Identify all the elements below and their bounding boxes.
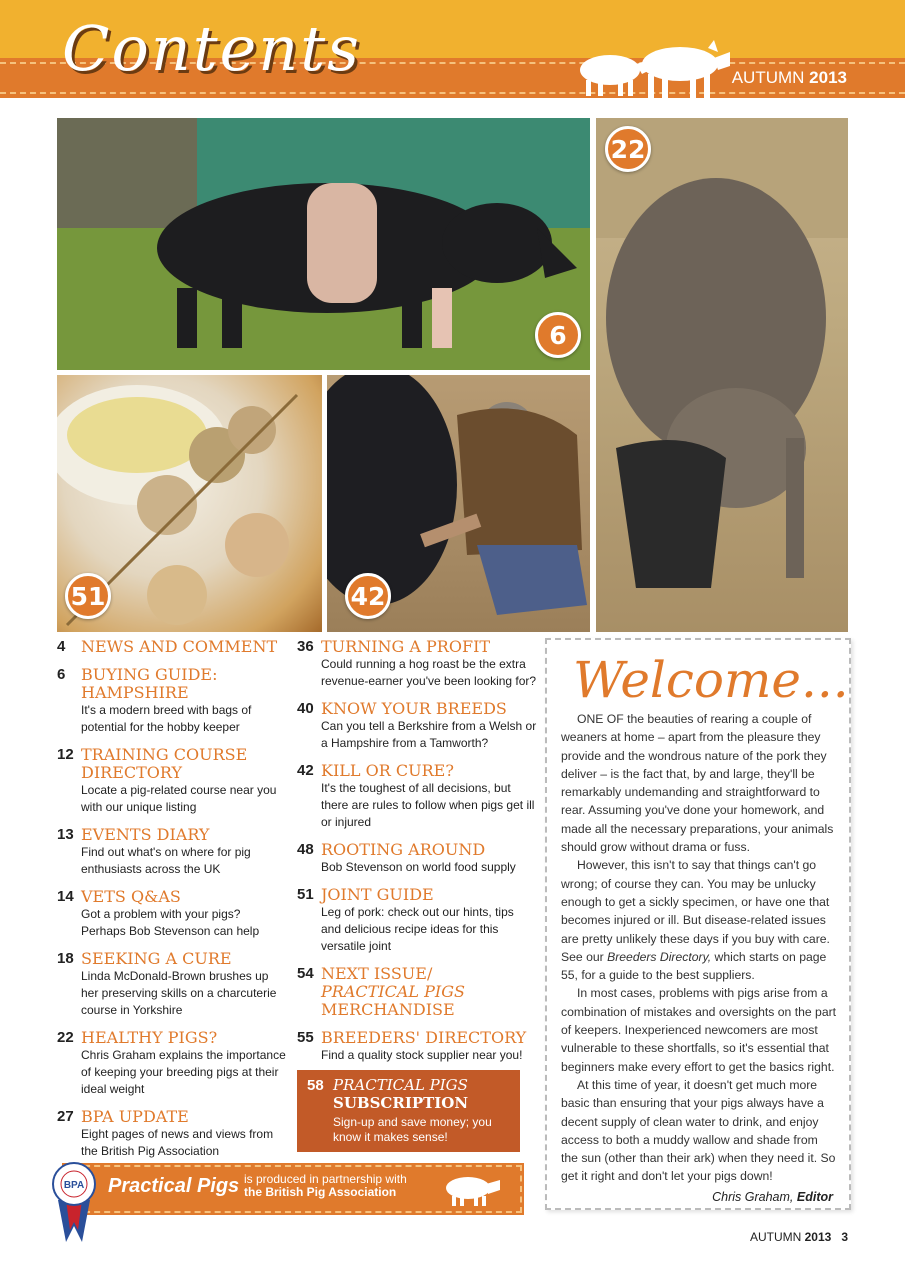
contents-item[interactable] <box>57 666 287 736</box>
page-number: 12 <box>57 746 74 763</box>
item-title[interactable]: KNOW YOUR BREEDS <box>321 699 507 718</box>
man-with-pig-photo <box>327 375 590 632</box>
welcome-paragraph: At this time of year, it doesn't get much more basic than ensuring that your pigs always have a decent supply of clean water to drink, and enjoy access to both a muddy wallow and shade from the sun (other than their ark) when they need it. So get it right and don't let your pigs down! <box>561 1077 836 1184</box>
issue-date: AUTUMN 2013 <box>731 68 847 87</box>
item-title[interactable]: JOINT GUIDE <box>321 885 434 904</box>
contents-item[interactable] <box>297 762 537 831</box>
item-title[interactable]: VETS Q&AS <box>81 887 181 906</box>
item-title[interactable]: NEWS AND COMMENT <box>81 637 278 656</box>
page-number: 27 <box>57 1108 74 1125</box>
welcome-paragraph: ONE OF the beauties of rearing a couple of weaners at home – apart from the pleasure they provide and the wondrous nature of the pork they deliver – is the fact that, by and large, they'll be remarkably undemanding and straightforward to rear. Assuming you've done your homework, and made all the necessary preparations, your animals should grow without drama or fuss. <box>561 712 834 855</box>
page-number: 4 <box>57 638 66 655</box>
welcome-heading: Welcome... <box>573 651 849 709</box>
bpa-logo-text: BPA <box>63 1180 85 1191</box>
folio-page-number: 3 <box>841 1230 848 1244</box>
page-badge-42[interactable]: 42 <box>345 573 391 619</box>
page-number: 54 <box>297 965 314 982</box>
contents-item[interactable] <box>297 886 537 955</box>
contents-item[interactable] <box>57 1029 287 1098</box>
page-number: 22 <box>57 1029 74 1046</box>
item-description: Eight pages of news and views from the British Pig Association <box>81 1127 274 1158</box>
contents-item[interactable] <box>57 1108 287 1160</box>
page-number: 13 <box>57 826 74 843</box>
hampshire-pig-illustration <box>57 118 590 370</box>
welcome-text: However, this isn't to say that things can't go wrong; of course they can. You may be unlucky enough to get a sickly specimen, or have one that becomes injured or ill. But disease-related issues are pretty unlikely these days if you buy with care. See our <box>561 858 830 964</box>
page-number: 36 <box>297 638 314 655</box>
subscription-description: Sign-up and save money; you know it makes sense! <box>333 1115 492 1144</box>
contents-item[interactable] <box>57 888 287 940</box>
page-number: 18 <box>57 950 74 967</box>
item-title[interactable]: BUYING GUIDE: HAMPSHIRE <box>81 665 218 702</box>
contents-item[interactable] <box>57 826 287 878</box>
subscription-title: PRACTICAL PIGS <box>333 1076 468 1094</box>
item-description: Got a problem with your pigs? Perhaps Bob Stevenson can help <box>81 907 260 938</box>
item-title[interactable]: BPA UPDATE <box>81 1107 189 1126</box>
editor-role: Editor <box>796 1189 833 1204</box>
page-badge-51[interactable]: 51 <box>65 573 111 619</box>
item-title[interactable]: SEEKING A CURE <box>81 949 232 968</box>
pig-bucket-illustration <box>596 118 848 632</box>
item-title[interactable]: TURNING A PROFIT <box>321 637 491 656</box>
editor-name: Chris Graham, <box>712 1189 794 1204</box>
item-title-part: NEXT ISSUE/ <box>321 964 433 983</box>
welcome-paragraph <box>561 856 837 984</box>
partner-text-line: is produced in partnership with <box>244 1172 407 1186</box>
item-description: Could running a hog roast be the extra revenue-earner you've been looking for? <box>321 657 537 688</box>
subscription-subtitle: SUBSCRIPTION <box>333 1094 469 1112</box>
page-number: 6 <box>57 666 66 683</box>
contents-item[interactable] <box>297 1029 537 1064</box>
pork-skewer-photo <box>57 375 322 632</box>
page-number: 58 <box>307 1077 324 1094</box>
contents-item[interactable] <box>297 638 537 690</box>
item-title[interactable]: ROOTING AROUND <box>321 840 486 859</box>
welcome-text: which starts on page 55, for a guide to the best suppliers. <box>561 949 827 983</box>
item-description: It's the toughest of all decisions, but there are rules to follow when pigs get ill or injured <box>321 781 535 829</box>
contents-item[interactable] <box>297 841 537 876</box>
page-number: 42 <box>297 762 314 779</box>
item-description: Leg of pork: check out our hints, tips and delicious recipe ideas for this versatile joint <box>321 905 514 953</box>
item-description: Find a quality stock supplier near you! <box>321 1048 523 1062</box>
contents-column-2 <box>297 638 537 1074</box>
page-number: 55 <box>297 1029 314 1046</box>
bpa-logo-icon <box>52 1160 96 1242</box>
item-description: Locate a pig-related course near you with our unique listing <box>81 783 277 814</box>
breeders-directory-link[interactable]: Breeders Directory, <box>607 949 712 964</box>
folio-year: 2013 <box>804 1230 832 1244</box>
page-folio <box>750 1230 848 1244</box>
welcome-editorial <box>545 638 851 1210</box>
item-title-part: PRACTICAL PIGS <box>321 982 465 1001</box>
item-title[interactable]: HEALTHY PIGS? <box>81 1028 218 1047</box>
item-title-part: MERCHANDISE <box>321 1000 455 1019</box>
page-number: 48 <box>297 841 314 858</box>
pigs-silhouette-icon <box>572 38 732 104</box>
item-description: It's a modern breed with bags of potential for the hobby keeper <box>81 703 252 734</box>
page-badge-6[interactable]: 6 <box>535 312 581 358</box>
contents-item[interactable] <box>57 950 287 1019</box>
magazine-name: Practical Pigs <box>108 1175 240 1197</box>
subscription-box[interactable] <box>297 1070 520 1152</box>
page-badge-22[interactable]: 22 <box>605 126 651 172</box>
item-description: Can you tell a Berkshire from a Welsh or a Hampshire from a Tamworth? <box>321 719 537 750</box>
partner-text <box>244 1173 407 1199</box>
editor-signature <box>561 1190 837 1204</box>
item-description: Bob Stevenson on world food supply <box>321 860 516 874</box>
contents-item[interactable] <box>297 700 537 752</box>
item-description: Chris Graham explains the importance of keeping your breeding pigs at their ideal weight <box>81 1048 286 1096</box>
item-title[interactable]: EVENTS DIARY <box>81 825 210 844</box>
contents-item[interactable] <box>57 746 287 816</box>
item-description: Linda McDonald-Brown brushes up her preserving skills on a charcuterie course in Yorkshire <box>81 969 277 1017</box>
hampshire-pig-photo <box>57 118 590 370</box>
partner-association-name: the British Pig Association <box>244 1185 397 1199</box>
welcome-paragraph: In most cases, problems with pigs arise from a combination of mistakes and oversights on the part of keepers. Inexperienced newcomers are most vulnerable to these shortfalls, so it's essential that beginners make every effort to get the basics right. <box>561 986 837 1074</box>
contents-item[interactable] <box>297 965 537 1019</box>
page-number: 40 <box>297 700 314 717</box>
pig-bucket-photo <box>596 118 848 632</box>
folio-season: AUTUMN <box>749 1230 802 1244</box>
page-title: Contents <box>62 12 361 85</box>
pig-silhouette-icon <box>440 1170 502 1208</box>
contents-column-1 <box>57 638 287 1170</box>
item-description: Find out what's on where for pig enthusiasts across the UK <box>81 845 251 876</box>
item-title[interactable]: TRAINING COURSE DIRECTORY <box>81 745 248 782</box>
contents-item[interactable] <box>57 638 287 656</box>
item-title[interactable] <box>321 965 465 1019</box>
page-number: 51 <box>297 886 314 903</box>
item-title[interactable]: KILL OR CURE? <box>321 761 454 780</box>
item-title[interactable]: BREEDERS' DIRECTORY <box>321 1028 527 1047</box>
page-number: 14 <box>57 888 74 905</box>
